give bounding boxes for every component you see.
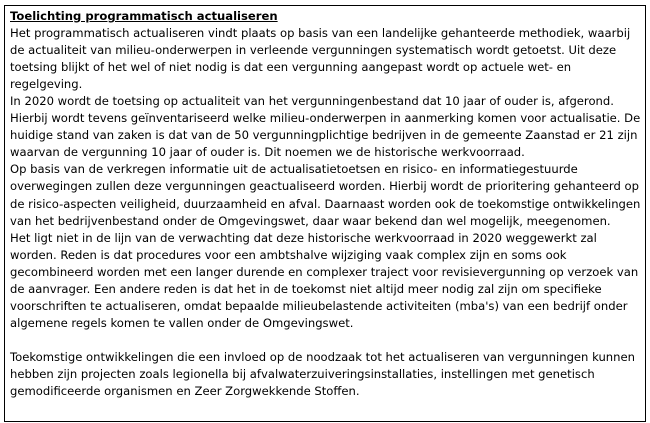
paragraph-backlog-expectation: Het ligt niet in de lijn van de verwachting dat deze historische werkvoorraad in 2020 weggewerkt zal worden. Reden is dat procedures voor een ambtshalve wijziging vaak complex zijn en soms ook gecombineerd worden met een langer durende en complexer traject voor revisievergunning op verzoek van de aanvrager. Een andere reden is dat het in de toekomst niet altijd meer nodig zal zijn om specifieke voorschriften te actualiseren, omdat bepaalde milieubelastende activiteiten (mba's) van een bedrijf onder algemene regels komen te vallen onder de Omgevingswet.: [10, 230, 639, 330]
paragraph-prioritization: Op basis van de verkregen informatie uit de actualisatietoetsen en risico- en informatiegestuurde overwegingen zullen deze vergunningen geactualiseerd worden. Hierbij wordt de prioritering gehanteerd op de risico-aspecten veiligheid, duurzaamheid en afval. Daarnaast worden ook de toekomstige ontwikkelingen van het bedrijvenbestand onder de Omgevingswet, daar waar bekend dan wel mogelijk, meegenomen.: [10, 162, 641, 228]
text-box: [4, 5, 646, 422]
paragraph-2020-review: In 2020 wordt de toetsing op actualiteit van het vergunningenbestand dat 10 jaar of ouder is, afgerond. Hierbij wordt tevens geïnventariseerd welke milieu-onderwerpen in aanmerking komen voor actualisatie. De huidige stand van zaken is dat van de 50 vergunningplichtige bedrijven in de gemeente Zaanstad er 21 zijn waarvan de vergunning 10 jaar of ouder is. Dit noemen we de historische werkvoorraad.: [10, 94, 641, 160]
blank-line: [10, 332, 641, 349]
paragraph-future-developments: Toekomstige ontwikkelingen die een invloed op de noodzaak tot het actualiseren van vergunningen kunnen hebben zijn projecten zoals legionella bij afvalwaterzuiveringsinstallaties, instellingen met genetisch gemodificeerde organismen en Zeer Zorgwekkende Stoffen.: [10, 349, 635, 399]
document-title: Toelichting programmatisch actualiseren: [10, 9, 278, 23]
paragraph-methodology: Het programmatisch actualiseren vindt plaats op basis van een landelijke gehanteerde methodiek, waarbij de actualiteit van milieu-onderwerpen in verleende vergunningen systematisch wordt getoetst. Uit deze toetsing blijkt of het wel of niet nodig is dat een vergunning aangepast wordt op actuele wet- en regelgeving.: [10, 26, 631, 92]
